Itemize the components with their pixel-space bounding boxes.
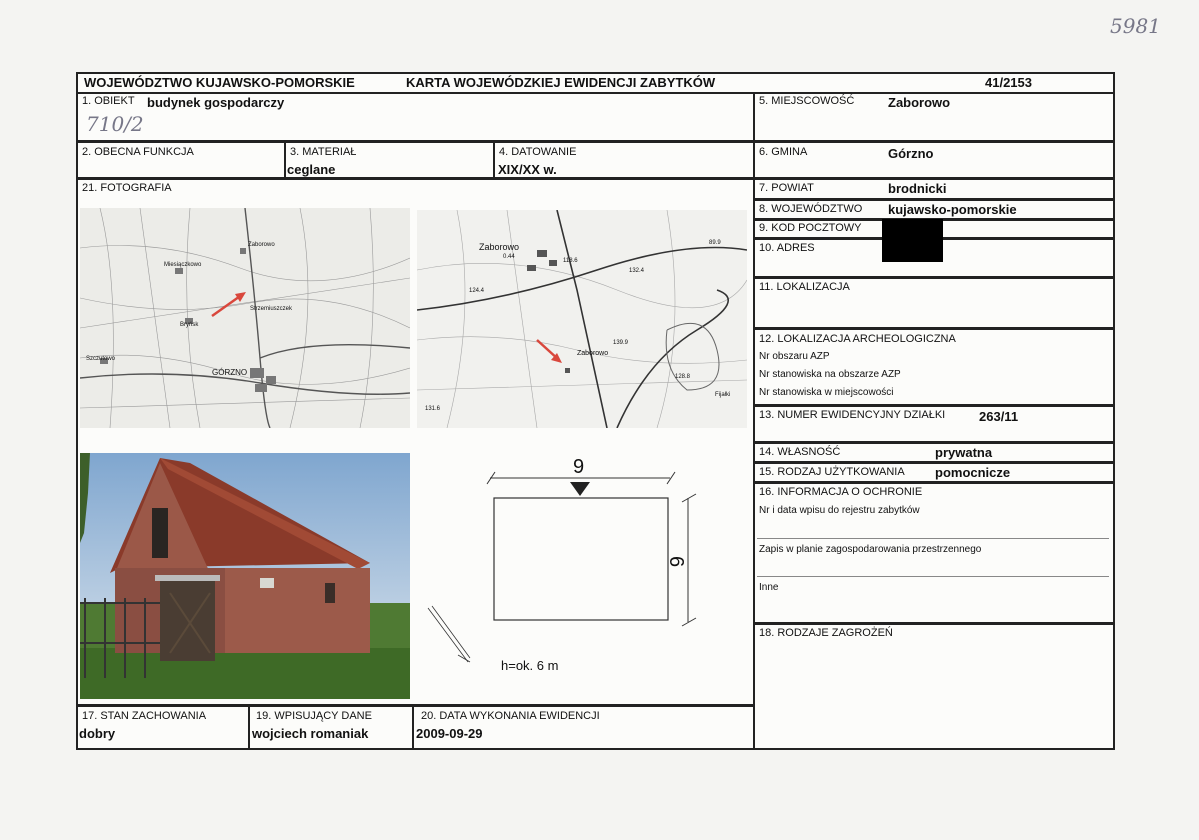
- field-commune-label: 6. GMINA: [759, 146, 808, 158]
- archive-number: 5981: [1110, 14, 1161, 38]
- map-detail-label-elev7: 131.6: [425, 406, 441, 412]
- field-entered-by-value: wojciech romaniak: [252, 726, 369, 741]
- field-record-date-label: 20. DATA WYKONANIA EWIDENCJI: [421, 710, 600, 722]
- field-location-label: 11. LOKALIZACJA: [759, 281, 850, 293]
- redaction-block: [882, 219, 943, 262]
- map-detail-drawing: [417, 210, 747, 428]
- map-overview: [80, 208, 410, 428]
- field-record-date-value: 2009-09-29: [416, 726, 483, 741]
- field-function-label: 2. OBECNA FUNKCJA: [82, 146, 194, 158]
- field-commune-value: Górzno: [888, 146, 934, 161]
- field-archaeology-local-site: Nr stanowiska w miejscowości: [759, 387, 894, 398]
- field-object-label: 1. OBIEKT: [82, 95, 135, 107]
- field-plot-number-label: 13. NUMER EWIDENCYJNY DZIAŁKI: [759, 409, 946, 421]
- map-detail-label-elev8: 89.9: [709, 240, 721, 246]
- map-detail-label-fijalki: Fijałki: [715, 392, 731, 398]
- field-ownership-label: 14. WŁASNOŚĆ: [759, 446, 841, 458]
- field-archaeology-label: 12. LOKALIZACJA ARCHEOLOGICZNA: [759, 333, 956, 345]
- field-archaeology-azp-site: Nr stanowiska na obszarze AZP: [759, 369, 901, 380]
- field-dating-value: XIX/XX w.: [498, 162, 557, 177]
- field-condition-value: dobry: [79, 726, 116, 741]
- plan-depth-label: 6: [665, 555, 688, 568]
- field-plot-number-value: 263/11: [979, 409, 1019, 424]
- field-commune: [753, 141, 1115, 179]
- map-overview-label-village4: Strzemiuszczek: [250, 306, 293, 312]
- divider: [757, 576, 1109, 577]
- map-detail-label-elev5: 139.9: [613, 340, 629, 346]
- field-protection-register: Nr i data wpisu do rejestru zabytków: [759, 505, 920, 516]
- field-county-label: 7. POWIAT: [759, 182, 814, 194]
- floor-plan: [420, 450, 750, 700]
- field-usage-value: pomocnicze: [935, 465, 1011, 480]
- map-detail-label-elev4: 124.4: [469, 288, 485, 294]
- field-archaeology-azp-area: Nr obszaru AZP: [759, 351, 830, 362]
- field-ownership-value: prywatna: [935, 445, 993, 460]
- map-detail: [417, 210, 747, 428]
- field-threats-label: 18. RODZAJE ZAGROŻEŃ: [759, 627, 893, 639]
- field-material-value: ceglane: [287, 162, 336, 177]
- field-material-label: 3. MATERIAŁ: [290, 146, 357, 158]
- field-voivodeship-value: kujawsko-pomorskie: [888, 202, 1017, 217]
- divider: [757, 538, 1109, 539]
- map-overview-label-village1: Miesiączkowo: [164, 262, 202, 268]
- field-entered-by-label: 19. WPISUJĄCY DANE: [256, 710, 372, 722]
- floor-plan-drawing: [420, 450, 750, 700]
- map-overview-label-gorzno: GÓRZNO: [212, 368, 248, 377]
- header-region: WOJEWÓDZTWO KUJAWSKO-POMORSKIE: [84, 75, 355, 90]
- map-detail-label-village: Zaborowo: [479, 242, 520, 252]
- field-address-label: 10. ADRES: [759, 242, 815, 254]
- map-detail-label-elev1: 0.44: [503, 254, 515, 260]
- field-county-value: brodnicki: [888, 181, 947, 196]
- field-locality-value: Zaborowo: [888, 95, 951, 110]
- map-detail-label-site: Zaborowo: [577, 350, 609, 357]
- plan-width-label: 9: [573, 456, 585, 478]
- map-overview-label-village2: Szczutowo: [86, 356, 116, 362]
- header-title: KARTA WOJEWÓDZKIEJ EWIDENCJI ZABYTKÓW: [406, 75, 716, 90]
- field-object-value: budynek gospodarczy: [147, 95, 285, 110]
- map-detail-label-elev6: 128.8: [675, 374, 691, 380]
- map-overview-label-zaborowo: Zaborowo: [248, 242, 275, 248]
- header-card-number: 41/2153: [985, 75, 1032, 90]
- field-postcode-label: 9. KOD POCZTOWY: [759, 222, 862, 234]
- field-dating-label: 4. DATOWANIE: [499, 146, 577, 158]
- field-protection-label: 16. INFORMACJA O OCHRONIE: [759, 486, 923, 498]
- map-detail-label-elev2: 118.6: [563, 258, 578, 264]
- field-condition-label: 17. STAN ZACHOWANIA: [82, 710, 207, 722]
- field-protection-plan: Zapis w planie zagospodarowania przestrzennego: [759, 544, 982, 555]
- field-voivodeship-label: 8. WOJEWÓDZTWO: [759, 203, 863, 215]
- map-overview-label-village3: Bryńsk: [180, 322, 199, 328]
- map-overview-drawing: [80, 208, 410, 428]
- field-usage-label: 15. RODZAJ UŻYTKOWANIA: [759, 466, 905, 478]
- field-locality-label: 5. MIEJSCOWOŚĆ: [759, 95, 855, 107]
- field-object-handwritten: 710/2: [86, 112, 144, 136]
- map-detail-label-elev3: 132.4: [629, 268, 645, 274]
- plan-height-label: h=ok. 6 m: [501, 658, 559, 673]
- field-threats: [753, 623, 1115, 750]
- building-photo-drawing: [80, 453, 410, 699]
- field-protection-other: Inne: [759, 582, 779, 593]
- field-photo-label: 21. FOTOGRAFIA: [82, 182, 172, 194]
- building-photo: [80, 453, 410, 699]
